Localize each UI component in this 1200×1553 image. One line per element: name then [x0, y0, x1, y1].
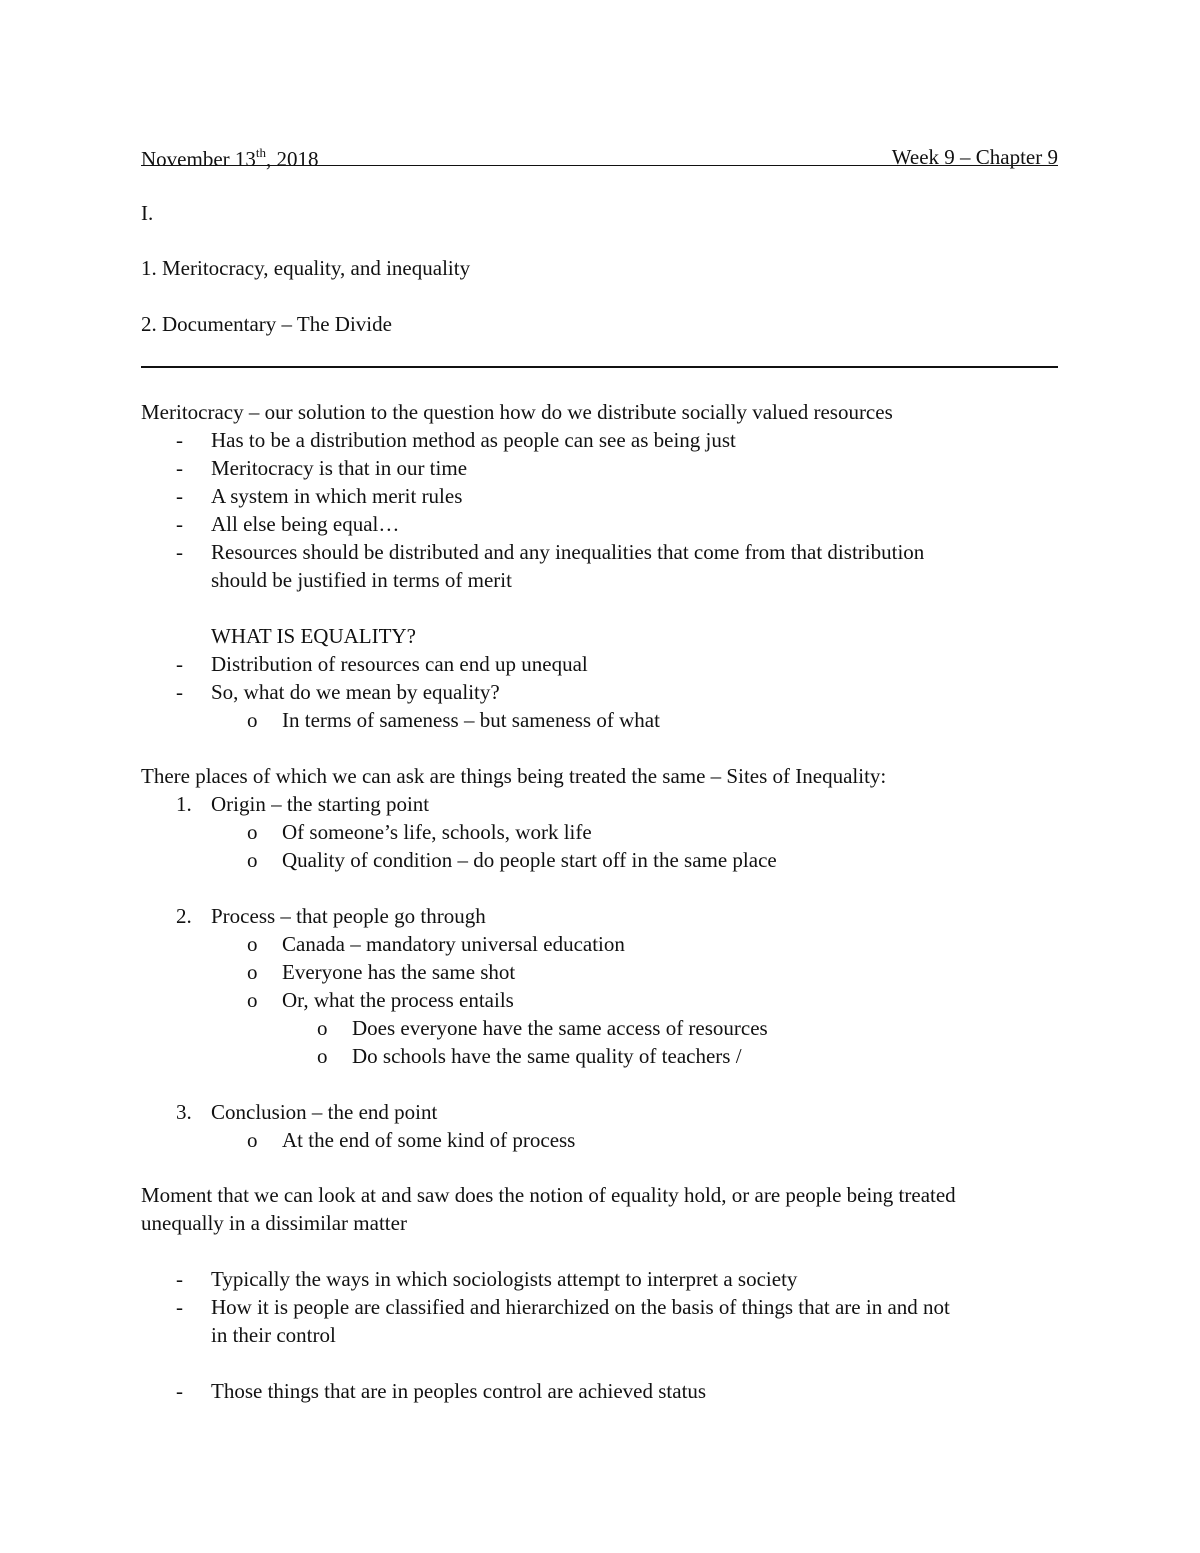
outline-roman: I.	[141, 201, 154, 225]
dash-bullet: -	[176, 1379, 183, 1403]
outline-item-2: 2. Documentary – The Divide	[141, 312, 392, 336]
equality-heading: WHAT IS EQUALITY?	[211, 624, 416, 648]
list-number: 2.	[176, 904, 192, 928]
closing-bullet-2-continued: in their control	[211, 1323, 336, 1347]
meritocracy-bullet-2: Meritocracy is that in our time	[211, 456, 468, 480]
equality-bullet-1: Distribution of resources can end up unequal	[211, 652, 588, 676]
dash-bullet: -	[176, 1267, 183, 1291]
meritocracy-bullet-4: All else being equal…	[211, 512, 400, 536]
meritocracy-bullet-3: A system in which merit rules	[211, 484, 463, 508]
circle-bullet: o	[247, 820, 258, 844]
site-process-title: Process – that people go through	[211, 904, 486, 928]
dash-bullet: -	[176, 1295, 183, 1319]
closing-bullet-3: Those things that are in peoples control are achieved status	[211, 1379, 707, 1403]
site-process-sub-3: Or, what the process entails	[282, 988, 514, 1012]
meritocracy-intro: Meritocracy – our solution to the question how do we distribute socially valued resources	[141, 400, 893, 424]
meritocracy-bullet-5-continued: should be justified in terms of merit	[211, 568, 512, 592]
closing-bullet-1: Typically the ways in which sociologists attempt to interpret a society	[211, 1267, 798, 1291]
dash-bullet: -	[176, 428, 183, 452]
site-origin-title: Origin – the starting point	[211, 792, 430, 816]
site-process-sub-2: Everyone has the same shot	[282, 960, 516, 984]
meritocracy-bullet-1: Has to be a distribution method as people can see as being just	[211, 428, 736, 452]
list-number: 3.	[176, 1100, 192, 1124]
list-number: 1.	[176, 792, 192, 816]
header-week: Week 9 – Chapter 9	[891, 145, 1058, 169]
circle-bullet: o	[317, 1016, 328, 1040]
site-origin-sub-1: Of someone’s life, schools, work life	[282, 820, 592, 844]
site-origin-sub-2: Quality of condition – do people start off in the same place	[282, 848, 777, 872]
dash-bullet: -	[176, 680, 183, 704]
circle-bullet: o	[247, 848, 258, 872]
site-process-sub-1: Canada – mandatory universal education	[282, 932, 625, 956]
circle-bullet: o	[247, 1128, 258, 1152]
circle-bullet: o	[247, 932, 258, 956]
site-process-subsub-1: Does everyone have the same access of resources	[352, 1016, 768, 1040]
circle-bullet: o	[247, 988, 258, 1012]
site-conclusion-sub-1: At the end of some kind of process	[282, 1128, 576, 1152]
closing-bullet-2: How it is people are classified and hierarchized on the basis of things that are in and not	[211, 1295, 950, 1319]
circle-bullet: o	[317, 1044, 328, 1068]
header-underline	[141, 165, 1058, 166]
outline-item-1: 1. Meritocracy, equality, and inequality	[141, 256, 471, 280]
circle-bullet: o	[247, 708, 258, 732]
site-conclusion-title: Conclusion – the end point	[211, 1100, 438, 1124]
dash-bullet: -	[176, 484, 183, 508]
dash-bullet: -	[176, 512, 183, 536]
dash-bullet: -	[176, 652, 183, 676]
dash-bullet: -	[176, 540, 183, 564]
circle-bullet: o	[247, 960, 258, 984]
section-divider	[141, 366, 1058, 368]
site-process-subsub-2: Do schools have the same quality of teachers /	[352, 1044, 742, 1068]
equality-bullet-2: So, what do we mean by equality?	[211, 680, 500, 704]
moment-line-1: Moment that we can look at and saw does the notion of equality hold, or are people being treated	[141, 1183, 956, 1207]
equality-sub-bullet: In terms of sameness – but sameness of what	[282, 708, 660, 732]
dash-bullet: -	[176, 456, 183, 480]
meritocracy-bullet-5: Resources should be distributed and any inequalities that come from that distribution	[211, 540, 925, 564]
moment-line-2: unequally in a dissimilar matter	[141, 1211, 407, 1235]
header-date: November 13th, 2018	[141, 145, 319, 171]
sites-intro: There places of which we can ask are things being treated the same – Sites of Inequality:	[141, 764, 887, 788]
